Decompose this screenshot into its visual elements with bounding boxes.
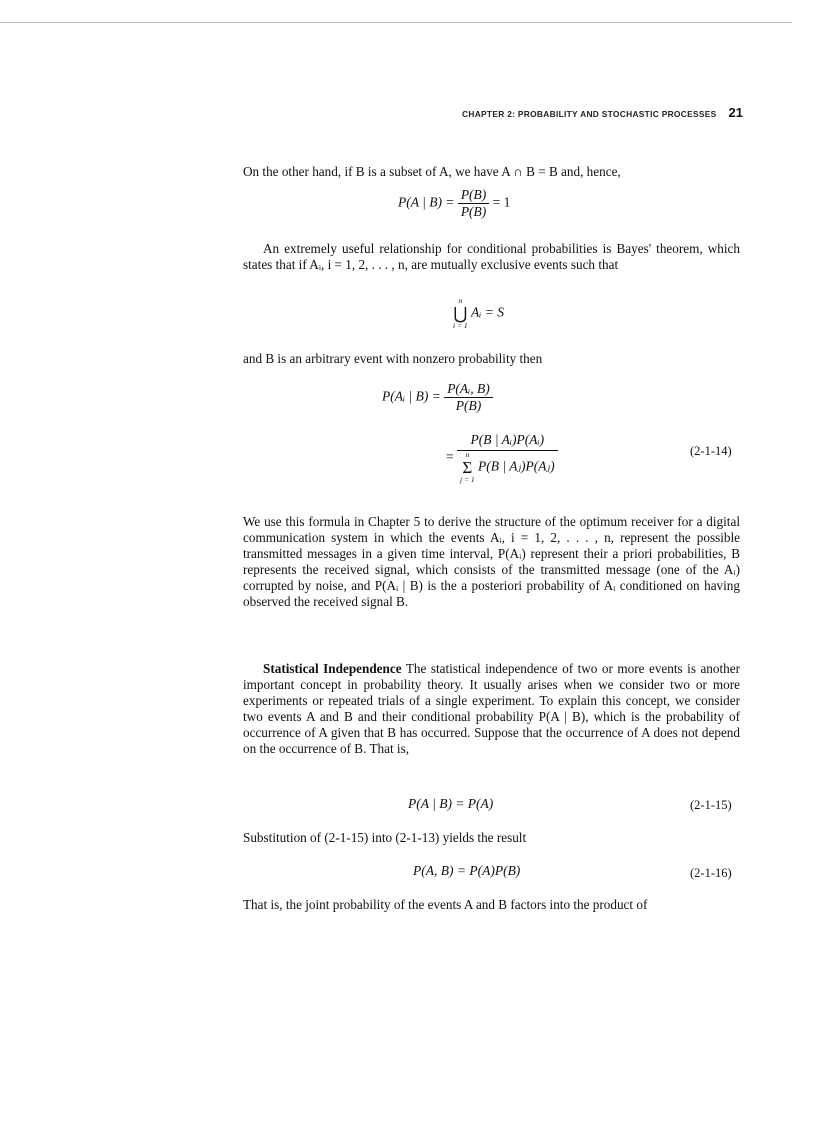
bayes-fraction-1: [444, 381, 493, 414]
paragraph-joint-probability: That is, the joint probability of the events A and B factors into the product of: [243, 897, 648, 912]
bayes-den-1: P(B): [455, 398, 482, 413]
bayes-num-2: P(B | Aᵢ)P(Aᵢ): [457, 432, 558, 451]
sum-upper: n: [465, 450, 470, 459]
bayes-lhs: P(Aᵢ | B) =: [382, 388, 441, 404]
section-text: The statistical independence of two or more events is another important concept in probability theory. It usually arises when we consider two or more experiments or repeated trials of a single experiment. To explain this concept, we consider two events A and B and their conditional probability P(A | B), which is the probability of occurrence of A given that B has occurred. Suppose that the occurrence of A does not depend on the occurrence of B. That is,: [243, 661, 740, 756]
equation-number-2-1-14: (2-1-14): [690, 444, 732, 458]
section-heading: Statistical Independence: [263, 661, 402, 676]
union-body: Aᵢ = S: [471, 304, 505, 320]
equation-bayes-line2: [446, 432, 558, 484]
paragraph-substitution: Substitution of (2-1-15) into (2-1-13) yields the result: [243, 830, 527, 845]
union-symbol: ⋃: [453, 304, 468, 323]
page-number: 21: [728, 105, 743, 120]
equation-2-1-16: P(A, B) = P(A)P(B): [413, 863, 521, 878]
bayes-eq-sign: =: [446, 449, 454, 465]
equation-subset: [398, 187, 510, 220]
equation-bayes-line1: [382, 381, 493, 414]
union-operator: [453, 297, 468, 330]
bayes-fraction-2: [457, 432, 558, 484]
page-top-rule: [0, 22, 792, 23]
paragraph-arbitrary-event: and B is an arbitrary event with nonzero probability then: [243, 351, 543, 366]
eq-subset-lhs: P(A | B) =: [398, 194, 455, 210]
paragraph-optimum-receiver: We use this formula in Chapter 5 to derive the structure of the optimum receiver for a digital communication system in which the events Aᵢ, i = 1, 2, . . . , n, represent the possible transmitted messages in a given time interval, P(Aᵢ) represent their a priori probabilities, B represents the received signal, which consists of the transmitted message (one of the Aᵢ) corrupted by noise, and P(Aᵢ | B) is the a posteriori probability of Aᵢ conditioned on having observed the received signal B.: [243, 514, 740, 609]
equation-2-1-15: P(A | B) = P(A): [408, 796, 494, 811]
union-lower: i = 1: [453, 321, 468, 330]
section-statistical-independence: [243, 661, 740, 757]
running-title: CHAPTER 2: PROBABILITY AND STOCHASTIC PROCESSES: [462, 109, 717, 119]
eq-subset-rhs: = 1: [492, 194, 511, 210]
running-header: [243, 104, 743, 122]
sum-symbol: Σ: [462, 458, 473, 477]
paragraph-bayes-intro: An extremely useful relationship for conditional probabilities is Bayes' theorem, which states that if Aᵢ, i = 1, 2, . . . , n, are mutually exclusive events such that: [243, 241, 740, 272]
paragraph-subset: On the other hand, if B is a subset of A, we have A ∩ B = B and, hence,: [243, 164, 621, 179]
equation-union: [453, 297, 504, 330]
sum-operator: [460, 451, 475, 484]
bayes-den-2: P(B | Aⱼ)P(Aⱼ): [478, 458, 555, 474]
eq-subset-den: P(B): [460, 204, 487, 219]
eq-subset-num: P(B): [458, 187, 489, 204]
bayes-den-2-row: [457, 451, 558, 484]
sum-lower: j = 1: [460, 475, 475, 484]
equation-number-2-1-15: (2-1-15): [690, 798, 732, 812]
bayes-num-1: P(Aᵢ, B): [444, 381, 493, 398]
equation-number-2-1-16: (2-1-16): [690, 866, 732, 880]
eq-subset-fraction: [458, 187, 489, 220]
union-upper: n: [458, 296, 463, 305]
